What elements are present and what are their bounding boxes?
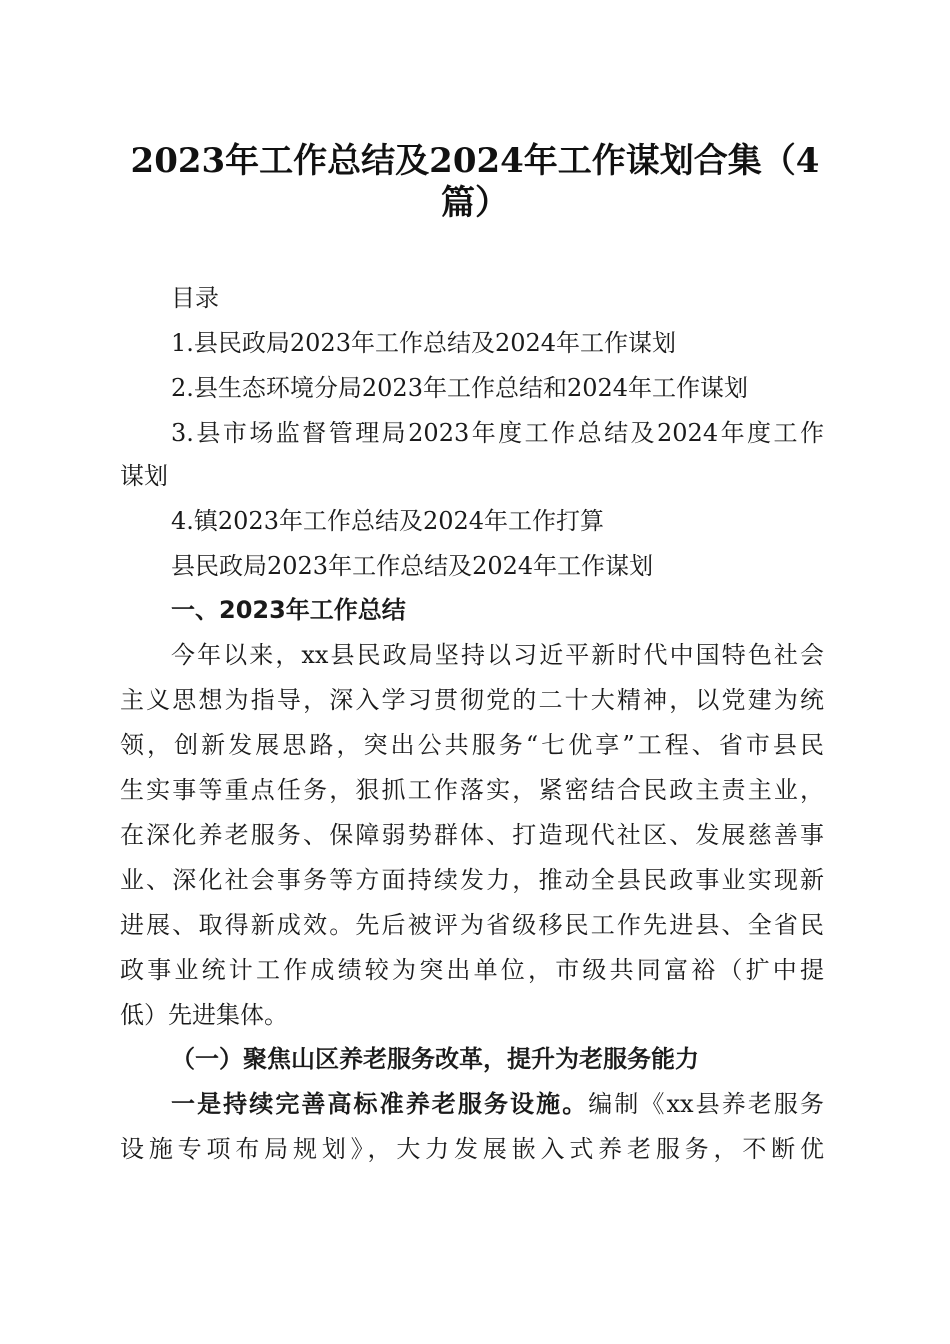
paragraph-line: 领，创新发展思路，突出公共服务“七优享”工程、省市县民	[120, 731, 824, 759]
toc-item-4: 4.镇2023年工作总结及2024年工作打算	[171, 507, 605, 535]
paragraph-rest: 编制《xx县养老服务	[588, 1090, 824, 1118]
toc-item-3: 3.县市场监督管理局2023年度工作总结及2024年度工作	[171, 419, 824, 447]
toc-item-3-cont: 谋划	[120, 462, 168, 490]
paragraph-line: 低）先进集体。	[120, 1001, 288, 1029]
paragraph-line: 政事业统计工作成绩较为突出单位，市级共同富裕（扩中提	[120, 956, 824, 984]
title-line-2: 篇）	[441, 183, 509, 223]
toc-item-2: 2.县生态环境分局2023年工作总结和2024年工作谋划	[171, 374, 749, 402]
document-title	[120, 140, 830, 224]
title-line-1: 2023年工作总结及2024年工作谋划合集（4	[130, 141, 820, 181]
paragraph-line: 设施专项布局规划》，大力发展嵌入式养老服务，不断优	[120, 1135, 824, 1163]
paragraph-lead: 一是持续完善高标准养老服务设施。	[171, 1089, 589, 1118]
paragraph-line: 业、深化社会事务等方面持续发力，推动全县民政事业实现新	[120, 866, 824, 894]
section-heading-1: 一、2023年工作总结	[171, 596, 406, 624]
paragraph-line: 进展、取得新成效。先后被评为省级移民工作先进县、全省民	[120, 911, 824, 939]
toc-heading: 目录	[171, 284, 219, 312]
article-title: 县民政局2023年工作总结及2024年工作谋划	[171, 552, 654, 580]
paragraph-line: 今年以来，xx县民政局坚持以习近平新时代中国特色社会	[171, 641, 824, 669]
toc-item-1: 1.县民政局2023年工作总结及2024年工作谋划	[171, 329, 677, 357]
paragraph-line: 在深化养老服务、保障弱势群体、打造现代社区、发展慈善事	[120, 821, 824, 849]
paragraph-line: 生实事等重点任务，狠抓工作落实，紧密结合民政主责主业，	[120, 776, 824, 804]
subsection-heading-1: （一）聚焦山区养老服务改革，提升为老服务能力	[171, 1044, 699, 1073]
paragraph-line	[171, 1089, 824, 1119]
paragraph-line: 主义思想为指导，深入学习贯彻党的二十大精神，以党建为统	[120, 686, 824, 714]
